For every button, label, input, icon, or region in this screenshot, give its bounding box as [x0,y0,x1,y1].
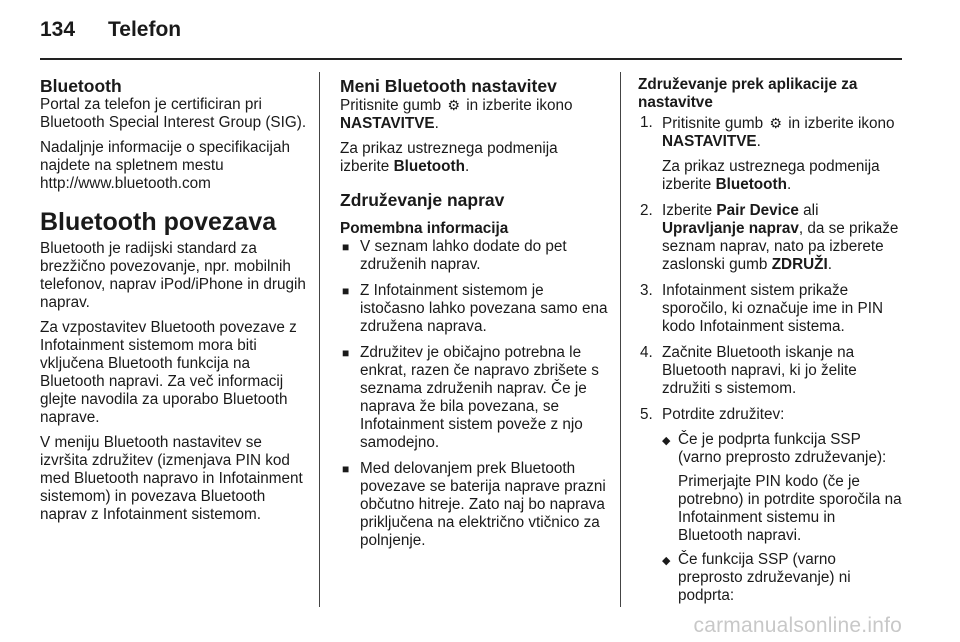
section-heading-menu: Meni Bluetooth nastavitev [340,76,557,96]
gear-icon: ⚙ [769,115,782,131]
ui-label-bluetooth: Bluetooth [393,158,465,175]
sub-list-item: ◆ Če funkcija SSP (varno preprosto združevanje) ni podprta: [662,551,851,604]
ui-label-pair: ZDRUŽI [771,256,828,273]
watermark: carmanualsonline.info [693,614,902,637]
step-item: 3. Infotainment sistem prikaže sporočilo, ki označuje ime in PIN kodo Infotainment sistema. [640,282,884,335]
paragraph: Bluetooth je radijski standard za brezžično povezovanje, npr. mobilnih telefonov, naprav iPod/iPhone in drugih naprav. [40,240,306,311]
ui-label-settings: NASTAVITVE [340,115,435,132]
ui-label-settings: NASTAVITVE [662,133,757,150]
square-bullet-icon: ■ [342,346,350,360]
column-1 [40,76,308,531]
step-item: 4. Začnite Bluetooth iskanje na Bluetooth napravi, ki jo želite združiti s sistemom. [640,344,857,397]
square-bullet-icon: ■ [342,284,350,298]
gear-icon: ⚙ [447,97,460,113]
list-item: ■ V seznam lahko dodate do pet združenih naprav. [342,238,567,273]
sub-list [662,431,904,605]
header-rule [40,58,902,60]
square-bullet-icon: ■ [342,462,350,476]
section-heading-pairing: Združevanje naprav [340,190,505,210]
ui-label-pair-device: Pair Device [716,202,799,219]
subheading-app-pairing: Združevanje prek aplikacije za nastavitve [638,76,858,111]
paragraph: V meniju Bluetooth nastavitev se izvršita združitev (izmenjava PIN kod med Bluetooth napravo in Infotainment sistemom) in povezava Bluetooth naprav z Infotainment sistemom. [40,434,303,523]
step-item: 1. Pritisnite gumb ⚙ in izberite ikono NASTAVITVE. Za prikaz ustreznega podmenija izberite Bluetooth. [640,114,895,193]
paragraph: Za prikaz ustreznega podmenija izberite Bluetooth. [340,140,558,175]
paragraph: Za vzpostavitev Bluetooth povezave z Infotainment sistemom mora biti vključena Bluetooth funkcija na Bluetooth napravi. Za več informacij glejte navodila za uporabo Bluetooth naprave. [40,319,297,426]
square-bullet-icon: ■ [342,240,350,254]
step-item: 2. Izberite Pair Device ali Upravljanje naprav, da se prikaže seznam naprav, nato pa izberete zaslonski gumb ZDRUŽI. [640,202,899,273]
column-divider-2 [620,72,621,607]
ui-label-bluetooth: Bluetooth [715,176,787,193]
section-heading-bluetooth: Bluetooth [40,76,122,96]
page-title: Telefon [108,18,182,41]
section-heading-connection: Bluetooth povezava [40,208,277,236]
column-divider-1 [319,72,320,607]
diamond-bullet-icon: ◆ [662,435,671,447]
diamond-bullet-icon: ◆ [662,555,671,567]
column-3 [638,76,904,613]
ui-label-manage-devices: Upravljanje naprav [662,220,799,237]
step-item: 5. Potrdite združitev: ◆ Če je podprta funkcija SSP (varno preprosto združevanje): Primerjajte PIN kodo (če je potrebno) in potrdite sporočila na Infotainment sistemu in Bluetooth napravi. ◆ Če funkcija SSP (varno preprosto združevanje) ni podprta: [638,406,904,605]
paragraph: Nadaljnje informacije o specifikacijah najdete na spletnem mestu http://www.bluetooth.com [40,139,290,192]
sub-list-item: ◆ Če je podprta funkcija SSP (varno preprosto združevanje): Primerjajte PIN kodo (če je potrebno) in potrdite sporočila na Infotainment sistemu in Bluetooth napravi. [662,431,902,544]
steps-list [638,114,904,605]
list-item: ■ Združitev je običajno potrebna le enkrat, razen če napravo zbrišete s seznama združenih naprav. Če je naprava že bila povezana, se Infotainment sistem poveže z njo samodejno. [342,344,599,451]
column-2 [340,76,608,558]
list-item: ■ Z Infotainment sistemom je istočasno lahko povezana samo ena združena naprava. [342,282,608,335]
list-item: ■ Med delovanjem prek Bluetooth povezave se baterija naprave prazni občutno hitreje. Zato naj bo naprava priključena na električno vtičnico za polnjenje. [342,460,606,549]
paragraph: Portal za telefon je certificiran pri Bluetooth Special Interest Group (SIG). [40,96,307,131]
subheading-important-info: Pomembna informacija [340,220,509,237]
paragraph: Pritisnite gumb ⚙ in izberite ikono NASTAVITVE. [340,97,573,132]
info-list [340,238,608,550]
page-number: 134 [40,18,76,41]
